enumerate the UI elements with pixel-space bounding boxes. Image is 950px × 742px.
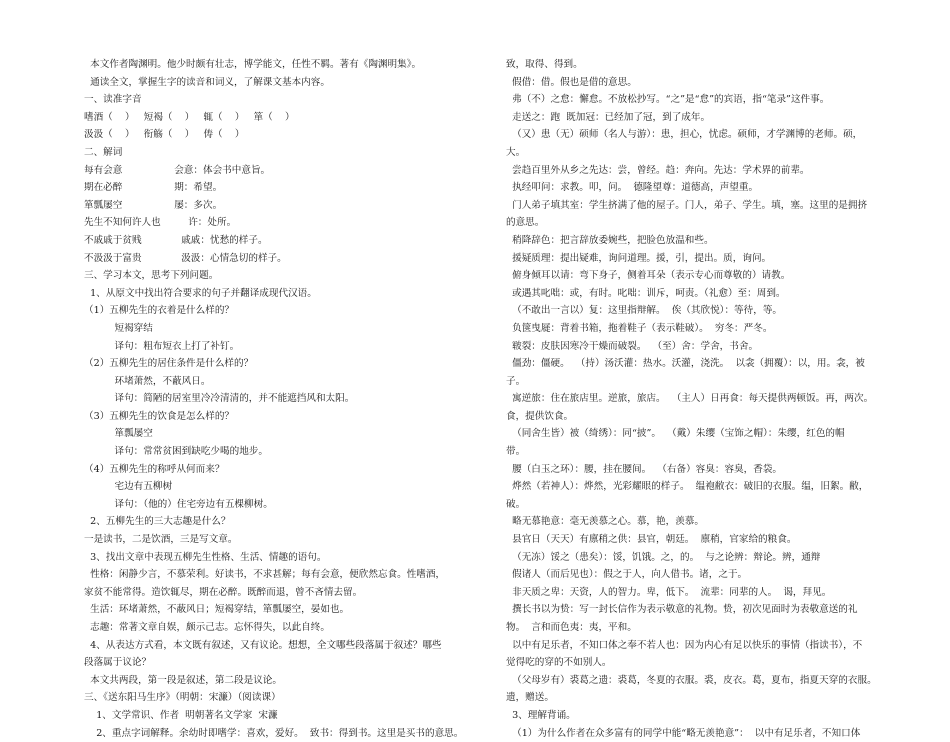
left-column-text-line: 汲汲（ ） 衔觞（ ） 俦（ ） [84, 129, 245, 141]
right-column-text-line: 大。 [506, 146, 526, 158]
right-column-text-line: 县官日（天天）有廪稍之供：县官，朝廷。 廪稍，官家给的粮食。 [506, 534, 797, 546]
right-column-text-line: 执经叩问：求教。叩，问。 德隆望尊：道德高，声望重。 [506, 182, 759, 194]
right-column-text-line: 3、理解背诵。 [506, 709, 576, 721]
left-column-text-line: 箪瓢屡空 屡：多次。 [84, 199, 223, 211]
left-column-text-line: 短褐穿结 [84, 322, 153, 334]
right-column-text-line: （不敢出一言以）复：这里指辩解。 俟（其欣悦）：等待，等。 [506, 305, 783, 317]
right-column-text-line: 非天质之卑：天资，人的智力。卑，低下。 流辈：同辈的人。 谒，拜见。 [506, 586, 832, 598]
right-column-text-line: 物。 言和而色夷：夷，平和。 [506, 622, 637, 633]
left-column-text-line: 家贫不能常得。造饮辄尽，期在必醉。既醉而退，曾不吝情去留。 [84, 586, 363, 598]
right-column-text-line: 尝趋百里外从乡之先达：尝，曾经。趋：奔向。先达：学术界的前辈。 [506, 164, 810, 176]
right-column [506, 56, 902, 742]
left-column-text-line: 嗜酒（ ） 短褐（ ） 辄（ ） 箪（ ） [84, 111, 295, 123]
right-column-text-line: 撰长书以为贽：写一封长信作为表示敬意的礼物。贽，初次见面时为表敬意送的礼 [506, 604, 858, 616]
right-column-text-line: 皲裂：皮肤因寒冷干燥而破裂。 （至）舍：学舍，书舍。 [506, 340, 759, 352]
left-column-text-line: 性格：闲静少言，不慕荣利。好读书，不求甚解；每有会意，便欣然忘食。性嗜酒， [84, 569, 446, 581]
right-column-text-line: 假诸人（而后见也）：假之于人，向人借书。诸，之于。 [506, 569, 748, 581]
left-column-text-line: 环堵萧然，不蔽风日。 [84, 375, 211, 387]
left-column-text-line: 生活：环堵萧然，不蔽风日；短褐穿结，箪瓢屡空，晏如也。 [84, 604, 350, 616]
right-column-text-line: （父母岁有）裘葛之遗：裘葛，冬夏的衣服。裘，皮衣。葛，夏布，指夏天穿的衣服。 [506, 674, 877, 686]
right-column-text-line: 援疑质理：提出疑难，询问道理。援，引，提出。质，询问。 [506, 252, 772, 264]
left-column-text-line: 每有会意 会意：体会书中意旨。 [84, 164, 271, 176]
right-column-text-line: 或遇其叱咄：或，有时。叱咄：训斥，呵责。（礼愈）至：周到。 [506, 287, 786, 299]
left-column-text-line: 先生不知何许人也 许：处所。 [84, 217, 237, 229]
right-column-text-line: 以中有足乐者，不知口体之奉不若人也：因为内心有足以快乐的事情（指读书），不 [506, 639, 863, 651]
left-column-text-line: 志趣：常著文章自娱，颇示己志。忘怀得失，以此自终。 [84, 622, 330, 633]
right-column-text-line: 弗（不）之怠：懈怠。不放松抄写。“之”是“怠”的宾语，指“笔录”这件事。 [506, 94, 830, 106]
left-column-text-line: 不戚戚于贫贱 戚戚：忧愁的样子。 [84, 234, 268, 246]
right-column-text-line: 僵劲：僵硬。 （持）汤沃灌：热水。沃灌，浇洗。 以衾（拥覆）：以，用。衾，被 [506, 358, 865, 370]
right-column-text-line: 稍降辞色：把言辞放委婉些，把脸色放温和些。 [506, 234, 714, 246]
left-column-text-line: 二、解词 [84, 146, 123, 158]
left-column-text-line: 一、读准字音 [84, 94, 142, 106]
right-column-text-line: （1）为什么作者在众多富有的同学中能“略无羡艳意”： 以中有足乐者，不知口体 [506, 727, 861, 739]
left-column-text-line: 宅边有五柳树 [84, 481, 173, 493]
left-column-text-line: 通读全文，掌握生字的读音和词义，了解课文基本内容。 [84, 76, 330, 88]
right-column-text-line: 子。 [506, 375, 526, 387]
left-column-text-line: 译句：常常贫困到缺吃少喝的地步。 [84, 446, 268, 458]
left-column-text-line: 3、找出文章中表现五柳先生性格、生活、情趣的语句。 [84, 551, 327, 563]
left-column-text-line: （3）五柳先生的饮食是怎么样的？ [84, 410, 235, 422]
right-column-text-line: 觉得吃的穿的不如别人。 [506, 657, 612, 669]
right-column-text-line: 致，取得、得到。 [506, 59, 583, 70]
right-column-text-line: 走送之：跑 既加冠：已经加了冠，到了成年。 [506, 111, 711, 123]
left-column-text-line: 本文作者陶渊明。他少时颇有壮志，博学能文，任性不羁。著有《陶渊明集》。 [84, 59, 422, 70]
right-column-text-line: 门人弟子填其室：学生挤满了他的屋子。门人，弟子、学生。填，塞。这里的是拥挤 [506, 199, 868, 211]
left-column-text-line: 1、从原文中找出符合要求的句子并翻译成现代汉语。 [84, 287, 317, 299]
left-column-text-line: 本文共两段，第一段是叙述，第二段是议论。 [84, 674, 282, 686]
right-column-text-line: 遗，赠送。 [506, 692, 554, 704]
right-column-text-line: 食，提供饮食。 [506, 410, 574, 422]
left-column-text-line: 4、从表达方式看，本文既有叙述，又有议论。想想，全文哪些段落属于叙述？哪些 [84, 639, 442, 651]
left-column-text-line: （1）五柳先生的衣着是什么样的？ [84, 305, 235, 317]
right-column-text-line: 略无慕艳意：毫无羡慕之心。慕，艳，羡慕。 [506, 516, 704, 528]
right-column-text-line: 带。 [506, 446, 526, 458]
right-column-text-line: 寓逆旅：住在旅店里。逆旅，旅店。 （主人）日再食：每天提供两顿饭。再，两次。 [506, 393, 874, 405]
left-column-text-line: 译句：粗布短衣上打了补钉。 [84, 340, 240, 352]
left-column-text-line: 段落属于议论？ [84, 657, 152, 669]
right-column-text-line: （又）患（无）硕师（名人与游）：患，担心，忧虑。硕师，才学渊博的老师。硕， [506, 129, 863, 141]
right-column-text-line: 负箧曳屣：背着书箱，拖着鞋子（表示鞋破）。 穷冬：严冬。 [506, 322, 773, 334]
left-column-text-line: 1、文学常识、作者 明朝著名文学家 宋濂 [84, 709, 278, 721]
left-column-text-line: 三、学习本文，思考下列问题。 [84, 270, 219, 282]
left-column [84, 56, 470, 742]
right-column-text-line: 腰（白玉之环）：腰，挂在腰间。 （右备）容臭：容臭，香袋。 [506, 463, 783, 475]
right-column-text-line: 假借：借。假也是借的意思。 [506, 76, 637, 88]
left-column-text-line: （4）五柳先生的称呼从何而来？ [84, 463, 225, 475]
right-column-text-line: 烨然（若神人）：烨然，光彩耀眼的样子。 缊袍敝衣：破旧的衣服。缊，旧絮。敝， [506, 481, 869, 493]
left-column-text-line: 2、重点字词解释。余幼时即嗜学：喜欢，爱好。 致书：得到书。这里是买书的意思。 [84, 727, 464, 739]
right-column-text-line: 俯身倾耳以请：弯下身子，侧着耳朵（表示专心而尊敬的）请教。 [506, 270, 791, 282]
right-column-text-line: 的意思。 [506, 217, 545, 229]
left-column-text-line: 箪瓢屡空 [84, 428, 153, 440]
left-column-text-line: 一是读书，二是饮酒，三是写文章。 [84, 534, 238, 546]
left-column-text-line: 译句：（他的）住宅旁边有五棵柳树。 [84, 498, 273, 510]
left-column-text-line: 三、《送东阳马生序》（明朝：宋濂）（阅读课） [84, 692, 281, 704]
left-column-text-line: 2、五柳先生的三大志趣是什么？ [84, 516, 231, 528]
left-column-text-line: 不汲汲于富贵 汲汲：心情急切的样子。 [84, 252, 287, 264]
right-column-text-line: （同舍生皆）被（绮绣）：同“披”。 （戴）朱缨（宝饰之帽）：朱缨，红色的帽 [506, 428, 845, 440]
right-column-text-line: （无冻）馁之（患矣）：馁，饥饿。之，的。 与之论辨：辩论。辨，通辩 [506, 551, 821, 563]
left-column-text-line: 译句：简陋的居室里冷冷清清的，并不能遮挡风和太阳。 [84, 393, 355, 405]
left-column-text-line: 期在必醉 期：希望。 [84, 182, 223, 194]
left-column-text-line: （2）五柳先生的居住条件是什么样的？ [84, 358, 254, 370]
right-column-text-line: 破。 [506, 498, 526, 510]
